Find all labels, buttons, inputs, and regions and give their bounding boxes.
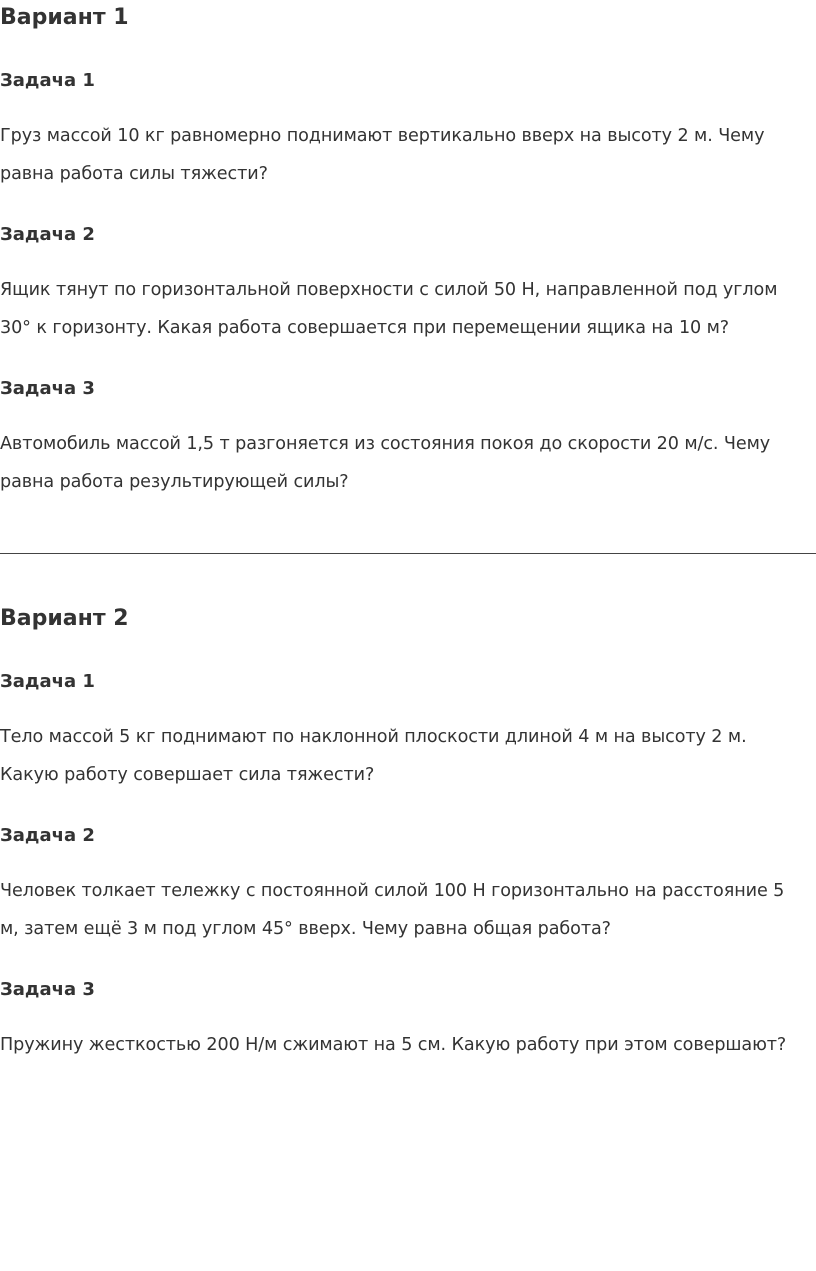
variant-2-task-3-title: Задача 3 [0,979,95,1000]
variant-2-task-3-text: Пружину жесткостью 200 Н/м сжимают на 5 см. Какую работу при этом совершают? [0,1035,787,1055]
variant-divider [0,553,816,554]
variant-1-task-1-text: Груз массой 10 кг равномерно поднимают вертикально вверх на высоту 2 м. Чему равна работа силы тяжести? [0,126,765,184]
variant-1-task-3-text: Автомобиль массой 1,5 т разгоняется из состояния покоя до скорости 20 м/с. Чему равна работа результирующей силы? [0,434,771,492]
variant-2-task-1-title: Задача 1 [0,671,95,692]
variant-1-task-2-title: Задача 2 [0,224,95,245]
variant-2-task-1-text: Тело массой 5 кг поднимают по наклонной плоскости длиной 4 м на высоту 2 м. Какую работу совершает сила тяжести? [0,727,747,785]
variant-1-task-1-title: Задача 1 [0,70,95,91]
variant-2-title: Вариант 2 [0,606,129,631]
variant-1-title: Вариант 1 [0,5,129,30]
variant-1-task-2-text: Ящик тянут по горизонтальной поверхности с силой 50 Н, направленной под углом 30° к горизонту. Какая работа совершается при перемещении ящика на 10 м? [0,280,778,338]
variant-2-task-2-text: Человек толкает тележку с постоянной силой 100 Н горизонтально на расстояние 5 м, затем ещё 3 м под углом 45° вверх. Чему равна общая работа? [0,881,785,939]
variant-1-task-3-title: Задача 3 [0,378,95,399]
variant-2-task-2-title: Задача 2 [0,825,95,846]
